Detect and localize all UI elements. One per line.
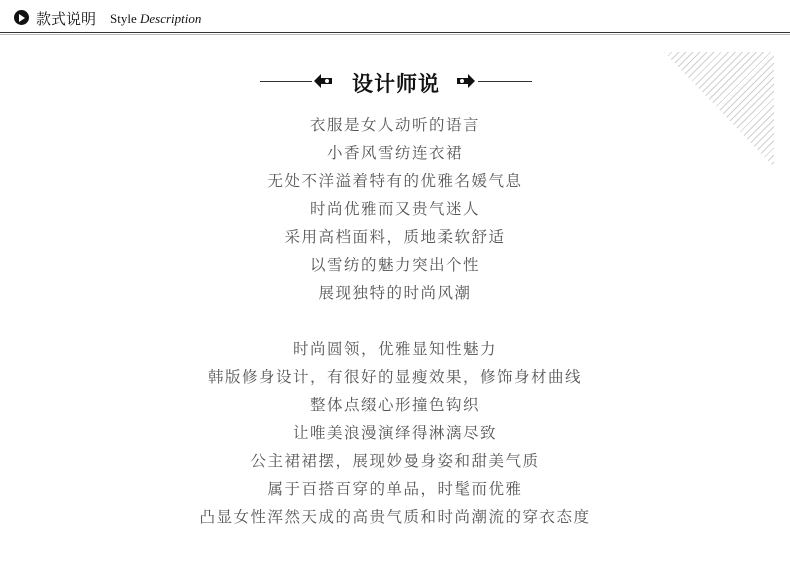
text-line: 无处不洋溢着特有的优雅名媛气息 (267, 172, 523, 190)
text-line: 公主裙裙摆，展现妙曼身姿和甜美气质 (250, 452, 540, 470)
paragraph-gap (0, 307, 790, 335)
header-title-en-description: Description (139, 11, 202, 26)
text-line: 采用高档面料，质地柔软舒适 (284, 228, 506, 246)
section-header (0, 0, 790, 34)
header-divider-thin (0, 34, 790, 35)
text-line: 让唯美浪漫演绎得淋漓尽致 (292, 424, 497, 442)
header-divider (0, 32, 790, 33)
heading-title: 设计师说 (352, 72, 440, 96)
heading-line-left (260, 81, 312, 82)
header-title-cn: 款式说明 (36, 10, 97, 28)
header-title-en-style: Style (110, 11, 137, 26)
right-ornament-icon (455, 71, 477, 91)
text-line: 展现独特的时尚风潮 (318, 284, 472, 302)
text-line: 时尚优雅而又贵气迷人 (309, 200, 480, 218)
text-line: 小香风雪纺连衣裙 (326, 144, 463, 162)
text-line: 属于百搭百穿的单品，时髦而优雅 (267, 480, 523, 498)
play-circle-icon (14, 10, 29, 25)
text-line: 凸显女性浑然天成的高贵气质和时尚潮流的穿衣态度 (199, 508, 591, 526)
text-line: 韩版修身设计，有很好的显瘦效果，修饰身材曲线 (207, 368, 582, 386)
left-ornament-icon (312, 71, 334, 91)
designer-heading (0, 62, 790, 98)
text-line: 以雪纺的魅力突出个性 (309, 256, 480, 274)
text-line: 时尚圆领，优雅显知性魅力 (292, 340, 497, 358)
heading-line-right (478, 81, 532, 82)
text-line: 整体点缀心形撞色钩织 (309, 396, 480, 414)
header-title-en (110, 11, 201, 27)
description-body (0, 111, 790, 531)
text-line: 衣服是女人动听的语言 (309, 116, 480, 134)
